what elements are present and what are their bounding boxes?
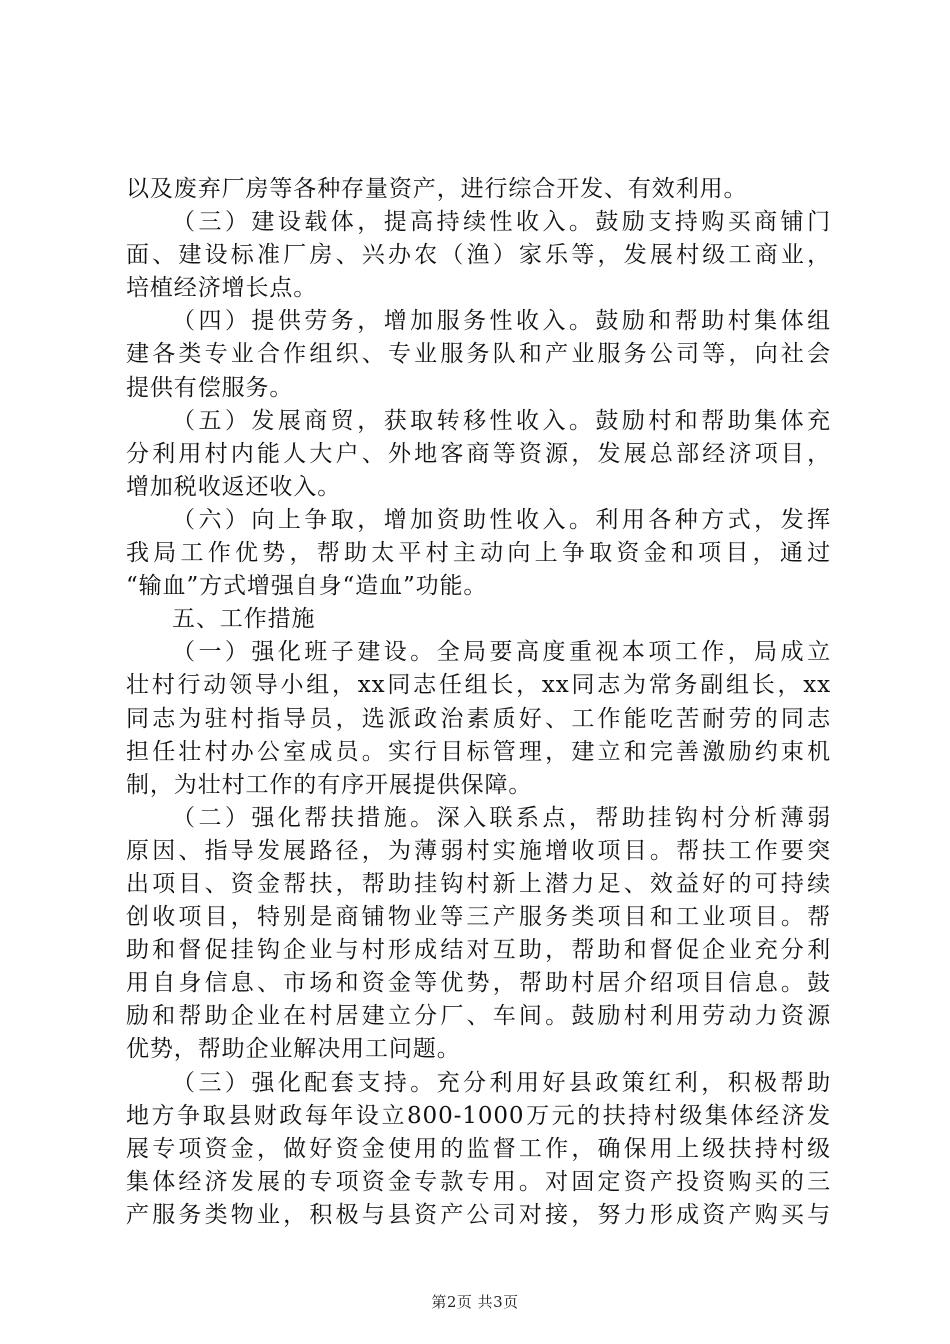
text-line: 集体经济发展的专项资金专款专用。对固定资产投资购买的三	[126, 1168, 831, 1195]
text-line: （五）发展商贸，获取转移性收入。鼓励村和帮助集体充	[172, 407, 831, 434]
text-line: 以及废弃厂房等各种存量资产，进行综合开发、有效利用。	[126, 176, 748, 202]
text-line: 建各类专业合作组织、专业服务队和产业服务公司等，向社会	[126, 341, 831, 368]
text-line: 制，为壮村工作的有序开展提供保障。	[126, 771, 533, 798]
text-line: （二）强化帮扶措施。深入联系点，帮助挂钩村分析薄弱	[172, 804, 831, 831]
text-line: 担任壮村办公室成员。实行目标管理，建立和完善激励约束机	[126, 738, 831, 765]
text-line: 五、工作措施	[172, 606, 316, 633]
page-number-footer: 第2页 共3页	[431, 1293, 519, 1311]
text-line: 用自身信息、市场和资金等优势，帮助村居介绍项目信息。鼓	[126, 970, 831, 997]
text-line: 增加税收返还收入。	[126, 473, 342, 500]
text-line: （四）提供劳务，增加服务性收入。鼓励和帮助村集体组	[172, 308, 831, 335]
text-line: 产服务类物业，积极与县资产公司对接，努力形成资产购买与	[126, 1201, 831, 1228]
text-line: 地方争取县财政每年设立800-1000万元的扶持村级集体经济发	[126, 1102, 831, 1129]
text-line: 培植经济增长点。	[126, 275, 318, 302]
text-line: （六）向上争取，增加资助性收入。利用各种方式，发挥	[172, 506, 831, 533]
text-line: （三）建设载体，提高持续性收入。鼓励支持购买商铺门	[172, 209, 831, 236]
text-line: “输血”方式增强自身“造血”功能。	[126, 573, 488, 600]
document-body	[126, 173, 831, 1232]
text-line: 创收项目，特别是商铺物业等三产服务类项目和工业项目。帮	[126, 904, 831, 931]
text-line: 分利用村内能人大户、外地客商等资源，发展总部经济项目，	[126, 440, 831, 467]
text-line: 提供有偿服务。	[126, 374, 294, 401]
text-line: 我局工作优势，帮助太平村主动向上争取资金和项目，通过	[126, 540, 831, 567]
text-line: （一）强化班子建设。全局要高度重视本项工作，局成立	[172, 639, 831, 666]
text-line: 原因、指导发展路径，为薄弱村实施增收项目。帮扶工作要突	[126, 837, 831, 864]
text-line: 优势，帮助企业解决用工问题。	[126, 1036, 461, 1063]
text-line: 励和帮助企业在村居建立分厂、车间。鼓励村利用劳动力资源	[126, 1003, 831, 1030]
text-line: 壮村行动领导小组，xx同志任组长，xx同志为常务副组长，xx	[126, 672, 831, 699]
text-line: 同志为驻村指导员，选派政治素质好、工作能吃苦耐劳的同志	[126, 705, 831, 732]
text-line: 出项目、资金帮扶，帮助挂钩村新上潜力足、效益好的可持续	[126, 870, 831, 897]
text-line: （三）强化配套支持。充分利用好县政策红利，积极帮助	[172, 1069, 831, 1096]
text-line: 展专项资金，做好资金使用的监督工作，确保用上级扶持村级	[126, 1135, 831, 1162]
text-line: 助和督促挂钩企业与村形成结对互助，帮助和督促企业充分利	[126, 937, 831, 964]
text-line: 面、建设标准厂房、兴办农（渔）家乐等，发展村级工商业，	[126, 242, 831, 269]
